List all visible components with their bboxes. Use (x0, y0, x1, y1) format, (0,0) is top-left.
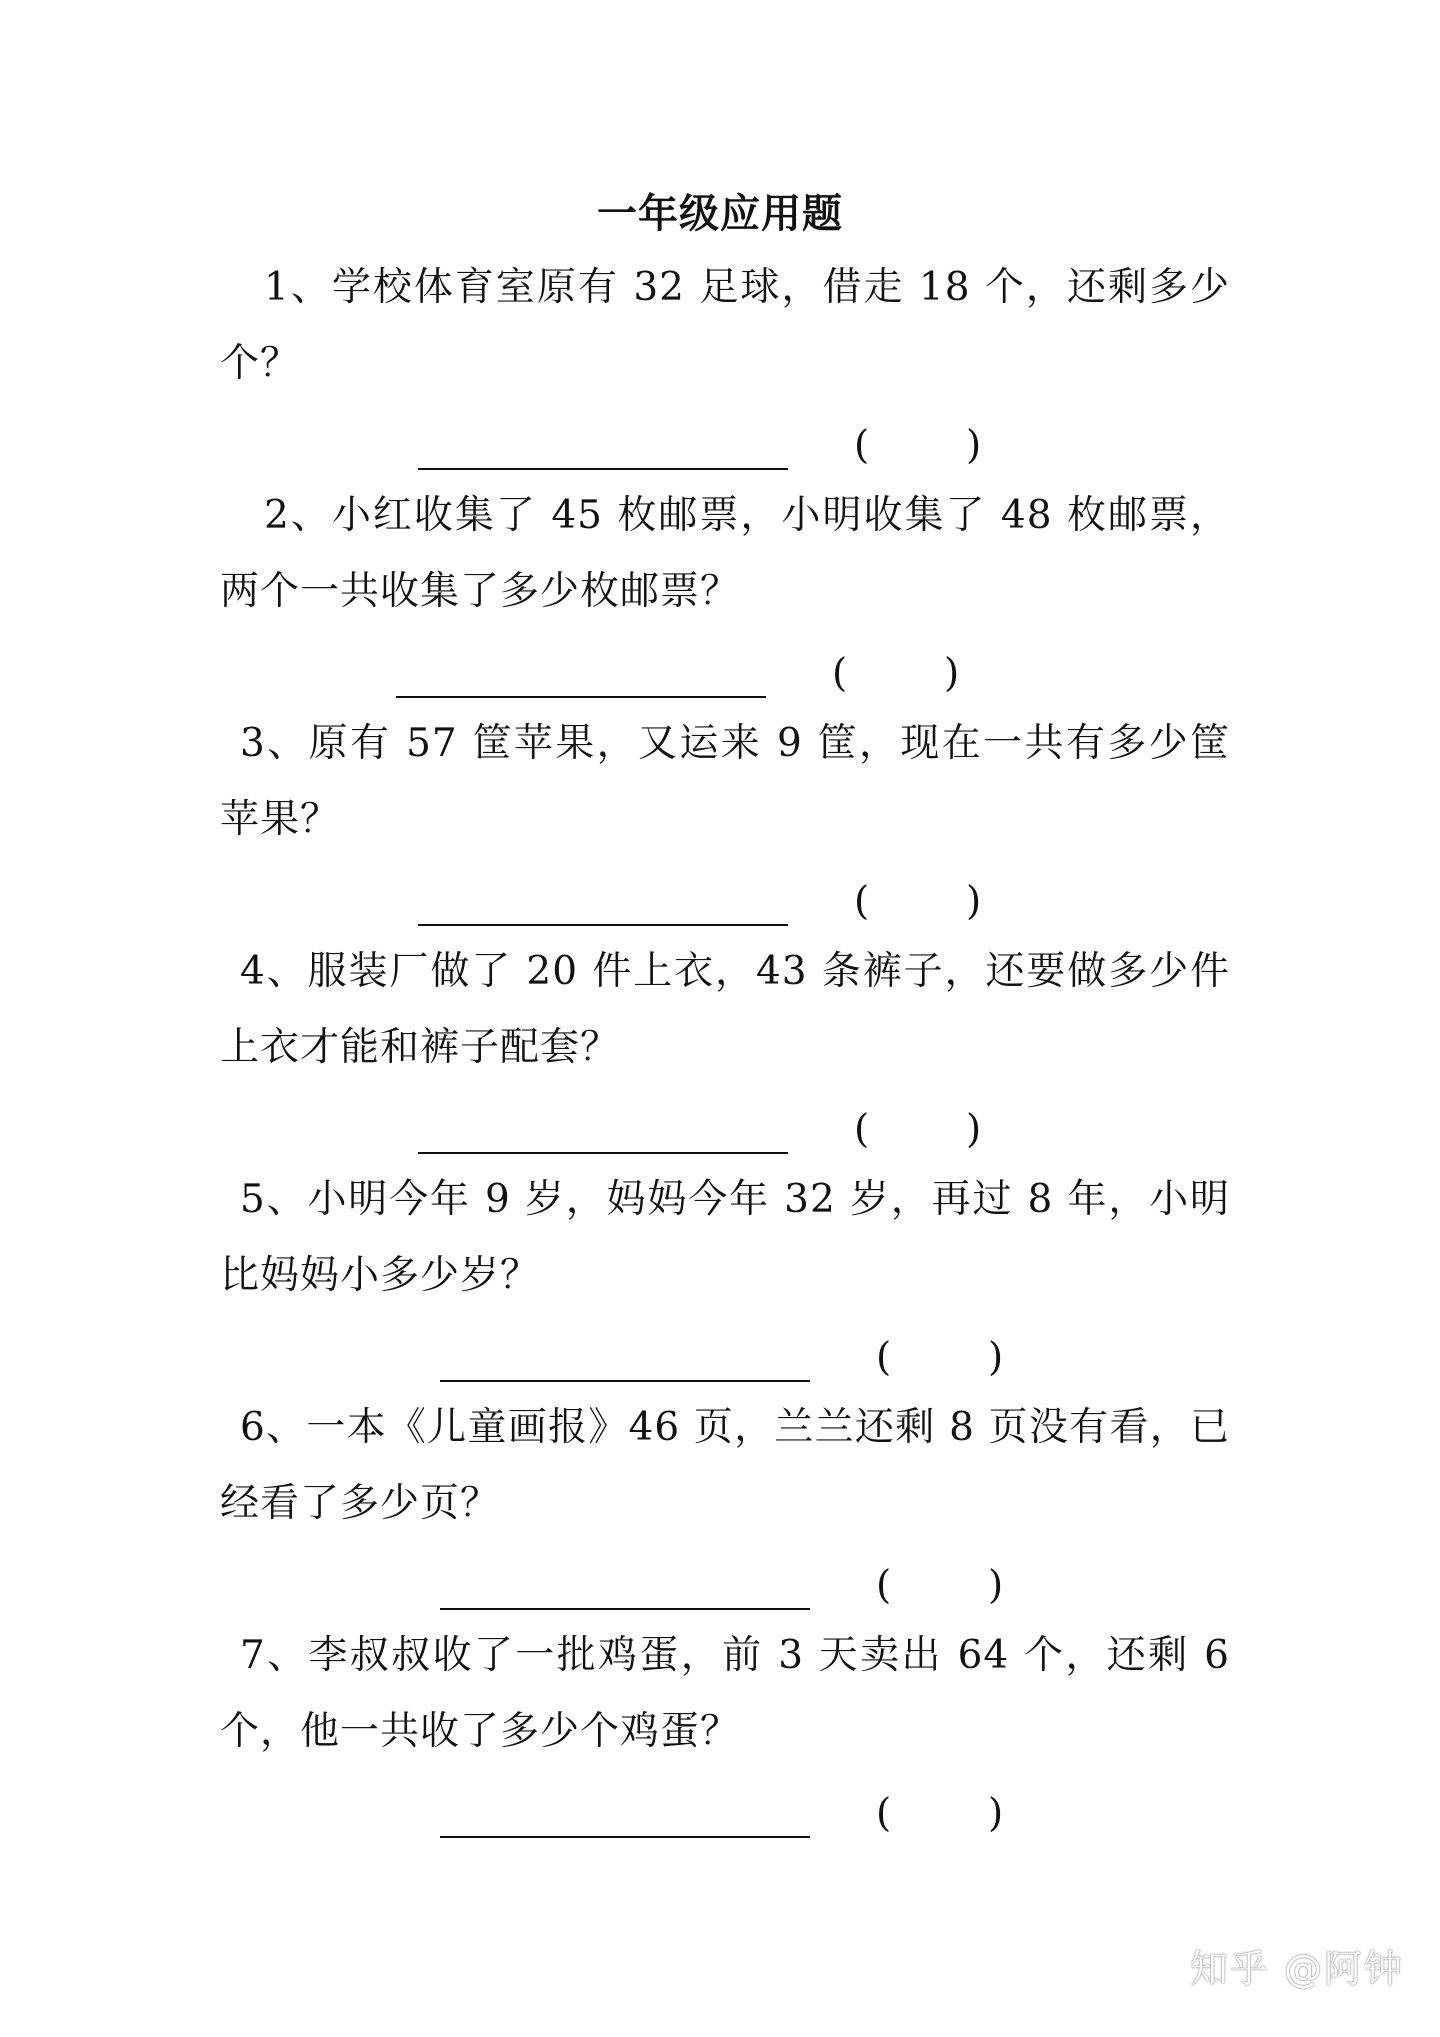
answer-blank-line[interactable] (418, 1152, 788, 1154)
answer-row-4 (418, 1100, 1018, 1160)
answer-paren-close: ) (966, 879, 982, 924)
answer-paren-open: ( (876, 1791, 892, 1836)
question-text: 4、服装厂做了 20 件上衣，43 条裤子，还要做多少件上衣才能和裤子配套？ (220, 949, 1230, 1070)
answer-row-7 (440, 1784, 1040, 1844)
answer-blank-line[interactable] (418, 924, 788, 926)
question-text: 1、学校体育室原有 32 足球，借走 18 个，还剩多少个？ (220, 265, 1230, 386)
question-text: 5、小明今年 9 岁，妈妈今年 32 岁，再过 8 年，小明比妈妈小多少岁？ (220, 1177, 1230, 1298)
question-5 (220, 1162, 1230, 1314)
answer-blank-line[interactable] (440, 1836, 810, 1838)
answer-row-5 (440, 1328, 1040, 1388)
question-3 (220, 706, 1230, 858)
question-4 (220, 934, 1230, 1086)
zhihu-watermark: 知乎 @阿钟 (1189, 1947, 1404, 1991)
answer-blank-line[interactable] (440, 1380, 810, 1382)
answer-row-6 (440, 1556, 1040, 1616)
answer-paren-close: ) (988, 1563, 1004, 1608)
answer-blank-line[interactable] (418, 468, 788, 470)
answer-paren-open: ( (854, 1107, 870, 1152)
answer-blank-line[interactable] (396, 696, 766, 698)
question-text: 7、李叔叔收了一批鸡蛋，前 3 天卖出 64 个，还剩 6 个，他一共收了多少个鸡蛋？ (220, 1633, 1230, 1754)
answer-blank-line[interactable] (440, 1608, 810, 1610)
answer-paren-open: ( (876, 1563, 892, 1608)
page-title: 一年级应用题 (597, 191, 843, 237)
answer-paren-open: ( (876, 1335, 892, 1380)
question-text: 3、原有 57 筐苹果，又运来 9 筐，现在一共有多少筐苹果？ (220, 721, 1230, 842)
question-7 (220, 1618, 1230, 1770)
question-text: 6、一本《儿童画报》46 页，兰兰还剩 8 页没有看，已经看了多少页？ (220, 1405, 1230, 1526)
question-text: 2、小红收集了 45 枚邮票，小明收集了 48 枚邮票，两个一共收集了多少枚邮票？ (220, 493, 1230, 614)
answer-paren-close: ) (988, 1791, 1004, 1836)
answer-paren-close: ) (966, 1107, 982, 1152)
answer-paren-open: ( (854, 879, 870, 924)
answer-paren-open: ( (854, 423, 870, 468)
answer-row-1 (418, 416, 1018, 476)
answer-row-2 (396, 644, 996, 704)
answer-paren-close: ) (966, 423, 982, 468)
answer-paren-close: ) (988, 1335, 1004, 1380)
question-1 (220, 250, 1230, 402)
answer-row-3 (418, 872, 1018, 932)
question-2 (220, 478, 1230, 630)
answer-paren-open: ( (832, 651, 848, 696)
answer-paren-close: ) (944, 651, 960, 696)
question-6 (220, 1390, 1230, 1542)
